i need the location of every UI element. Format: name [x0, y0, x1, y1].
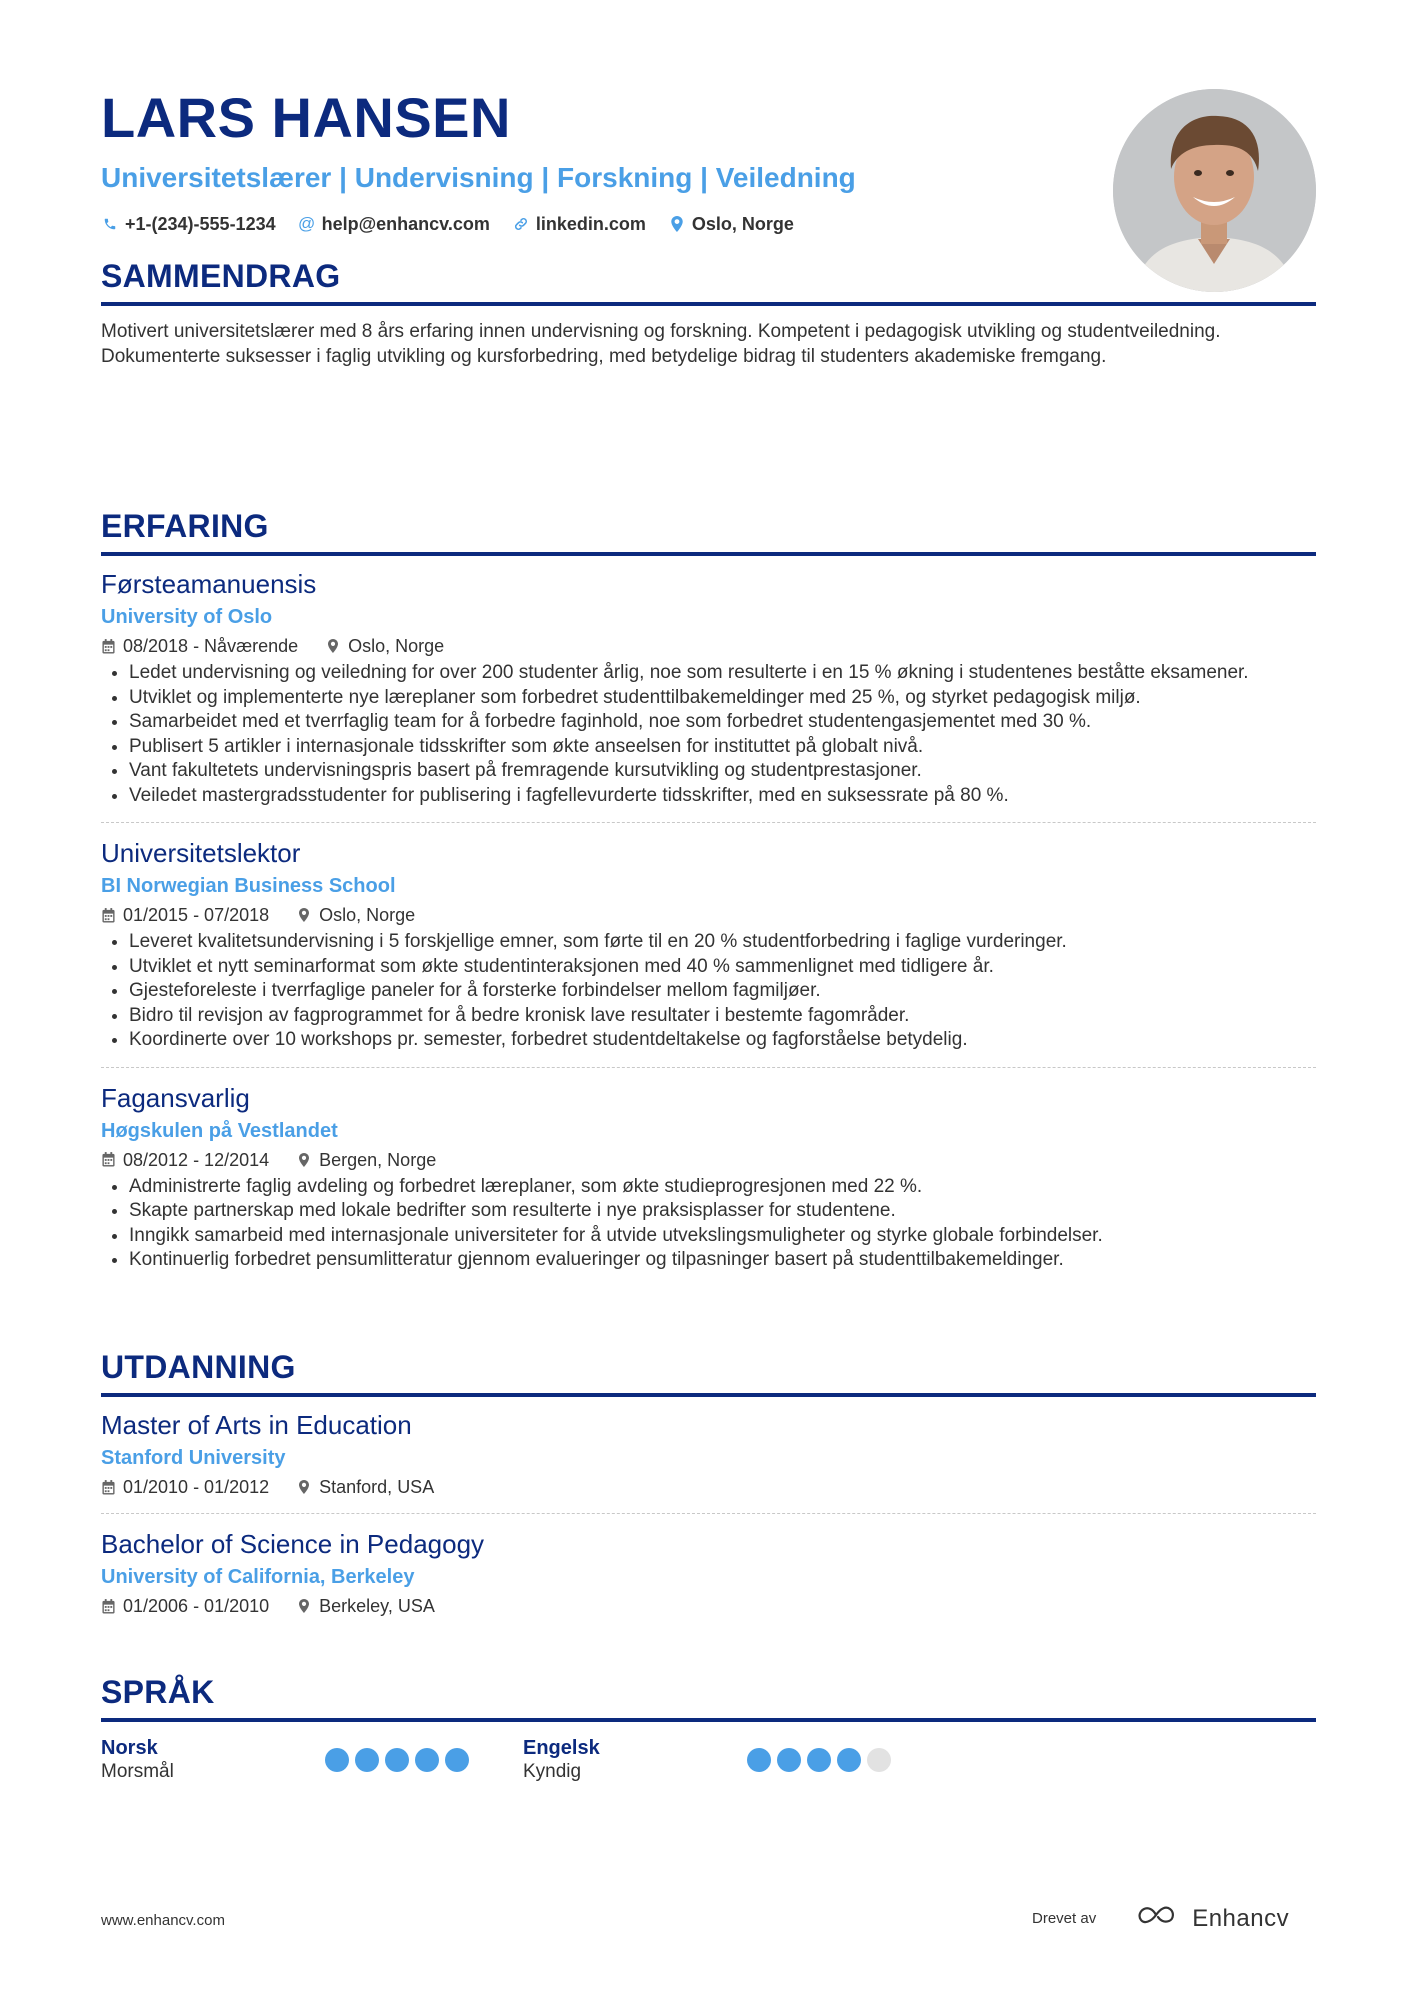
- rating-dot-filled: [415, 1748, 439, 1772]
- contact-linkedin-text: linkedin.com: [535, 214, 646, 234]
- language-rating: [325, 1748, 469, 1772]
- bullet-item: Veiledet mastergradsstudenter for publisering i fagfellevurderte tidsskrifter, med en suksessrate på 80 %.: [101, 784, 1316, 809]
- language-level: Morsmål: [101, 1761, 174, 1782]
- brand-logo[interactable]: [1136, 1904, 1289, 1933]
- bullet-item: Utviklet og implementerte nye læreplaner som forbedret studenttilbakemeldinger med 25 %, og styrket pedagogisk miljø.: [101, 686, 1316, 711]
- bullet-item: Samarbeidet med et tverrfaglig team for å forbedre faginhold, noe som forbedret studentengasjementet med 30 %.: [101, 710, 1316, 735]
- school-name: Stanford University: [101, 1447, 286, 1469]
- section-divider: [101, 552, 1316, 556]
- experience-title: ERFARING: [101, 508, 269, 544]
- school-name: University of California, Berkeley: [101, 1566, 415, 1588]
- contact-location-text: Oslo, Norge: [691, 214, 794, 234]
- summary-text: Motivert universitetslærer med 8 års erfaring innen undervisning og forskning. Kompetent i pedagogisk utvikling og studentveiledning. Dokumenterte suksesser i faglig utvikling og kursforbedring, med betydelige bidrag til studenters akademiske fremgang.: [101, 321, 1221, 367]
- job-dates-text: 08/2018 - Nåværende: [123, 636, 299, 656]
- job-location-text: Oslo, Norge: [348, 636, 445, 656]
- summary-title: SAMMENDRAG: [101, 258, 341, 294]
- contact-email[interactable]: [298, 212, 490, 236]
- education-location-text: Berkeley, USA: [319, 1596, 435, 1616]
- rating-dot-filled: [807, 1748, 831, 1772]
- resume-header: [101, 84, 1101, 236]
- contact-linkedin[interactable]: [512, 212, 646, 236]
- degree-title: Master of Arts in Education: [101, 1410, 412, 1440]
- contact-location: [668, 212, 794, 236]
- rating-dot-filled: [385, 1748, 409, 1772]
- experience-entry: [101, 568, 1316, 808]
- education-meta: [101, 1475, 1316, 1499]
- job-location: [297, 1148, 436, 1172]
- experience-section: [101, 506, 1316, 1273]
- bullet-item: Gjesteforeleste i tverrfaglige paneler for å forsterke forbindelser mellom fagmiljøer.: [101, 979, 1316, 1004]
- degree-title: Bachelor of Science in Pedagogy: [101, 1529, 485, 1559]
- job-dates: [101, 1148, 269, 1172]
- education-dates-text: 01/2010 - 01/2012: [123, 1477, 270, 1497]
- link-icon: [512, 215, 530, 233]
- job-meta: [101, 634, 1316, 658]
- contact-phone[interactable]: [101, 212, 276, 236]
- language-item: [101, 1736, 523, 1796]
- bullet-item: Bidro til revisjon av fagprogrammet for å bedre kronisk lave resultater i bestemte fagområder.: [101, 1004, 1316, 1029]
- bullet-item: Skapte partnerskap med lokale bedrifter som resulterte i nye praksisplasser for studentene.: [101, 1199, 1316, 1224]
- education-dates-text: 01/2006 - 01/2010: [123, 1596, 270, 1616]
- calendar-icon: [101, 1479, 115, 1495]
- rating-dot-empty: [867, 1748, 891, 1772]
- job-bullets: [101, 661, 1316, 808]
- bullet-item: Utviklet et nytt seminarformat som økte studentinteraksjonen med 40 % sammenlignet med tidligere år.: [101, 955, 1316, 980]
- education-title: UTDANNING: [101, 1349, 296, 1385]
- job-location: [297, 903, 415, 927]
- rating-dot-filled: [777, 1748, 801, 1772]
- education-location: [297, 1475, 434, 1499]
- employer: University of Oslo: [101, 606, 273, 628]
- summary-section: [101, 256, 1316, 369]
- bullet-item: Inngikk samarbeid med internasjonale universiteter for å utvide utvekslingsmuligheter og styrke globale forbindelser.: [101, 1224, 1316, 1249]
- section-divider: [101, 1718, 1316, 1722]
- job-location-text: Bergen, Norge: [319, 1149, 437, 1170]
- education-entry: [101, 1409, 1316, 1499]
- phone-icon: [101, 215, 119, 233]
- job-dates-text: 01/2015 - 07/2018: [123, 905, 270, 925]
- education-section: [101, 1347, 1316, 1618]
- job-dates-text: 08/2012 - 12/2014: [123, 1149, 270, 1170]
- job-title: Førsteamanuensis: [101, 569, 317, 599]
- brand-name: Enhancv: [1192, 1904, 1290, 1932]
- location-pin-icon: [297, 1152, 311, 1168]
- language-name: Engelsk: [523, 1737, 600, 1759]
- bullet-item: Leveret kvalitetsundervisning i 5 forskjellige emner, som førte til en 20 % studentforbedring i faglige vurderinger.: [101, 930, 1316, 955]
- location-pin-icon: [326, 638, 340, 654]
- job-dates: [101, 634, 298, 658]
- footer-branding: [1032, 1904, 1289, 1933]
- language-level: Kyndig: [523, 1761, 582, 1782]
- bullet-item: Vant fakultetets undervisningspris basert på fremragende kursutvikling og studentprestasjoner.: [101, 759, 1316, 784]
- calendar-icon: [101, 638, 115, 654]
- education-entry: [101, 1528, 1316, 1618]
- location-pin-icon: [668, 215, 686, 233]
- calendar-icon: [101, 1598, 115, 1614]
- experience-entry: [101, 837, 1316, 1053]
- bullet-item: Administrerte faglig avdeling og forbedret læreplaner, som økte studieprogresjonen med 22 %.: [101, 1175, 1316, 1200]
- language-list: [101, 1736, 1316, 1796]
- contact-bar: [101, 212, 1101, 236]
- experience-entry: [101, 1082, 1316, 1273]
- job-meta: [101, 903, 1316, 927]
- rating-dot-filled: [325, 1748, 349, 1772]
- contact-phone-text: +1-(234)-555-1234: [125, 214, 276, 234]
- job-location-text: Oslo, Norge: [319, 905, 416, 925]
- employer: Høgskulen på Vestlandet: [101, 1119, 338, 1142]
- rating-dot-filled: [837, 1748, 861, 1772]
- section-divider: [101, 1393, 1316, 1397]
- languages-title: SPRÅK: [101, 1674, 215, 1710]
- section-divider: [101, 302, 1316, 306]
- employer: BI Norwegian Business School: [101, 875, 396, 897]
- education-dates: [101, 1475, 269, 1499]
- bullet-item: Kontinuerlig forbedret pensumlitteratur gjennom evalueringer og tilpasninger basert på studenttilbakemeldinger.: [101, 1248, 1316, 1273]
- bullet-item: Ledet undervisning og veiledning for over 200 studenter årlig, noe som resulterte i en 15 % økning i studentenes beståtte eksamener.: [101, 661, 1316, 686]
- bullet-item: Publisert 5 artikler i internasjonale tidsskrifter som økte anseelsen for instituttet på globalt nivå.: [101, 735, 1316, 760]
- language-rating: [747, 1748, 891, 1772]
- job-bullets: [101, 930, 1316, 1053]
- education-location-text: Stanford, USA: [319, 1477, 435, 1497]
- entry-divider: [101, 822, 1316, 823]
- education-location: [297, 1594, 435, 1618]
- language-name: Norsk: [101, 1737, 158, 1759]
- bullet-item: Koordinerte over 10 workshops pr. semester, forbedret studentdeltakelse og fagforståelse betydelig.: [101, 1028, 1316, 1053]
- languages-section: [101, 1672, 1316, 1796]
- footer-website[interactable]: www.enhancv.com: [101, 1912, 225, 1929]
- job-bullets: [101, 1175, 1316, 1273]
- candidate-name: LARS HANSEN: [101, 86, 511, 149]
- education-meta: [101, 1594, 1316, 1618]
- job-dates: [101, 903, 269, 927]
- enhancv-logo-icon: [1136, 1904, 1182, 1933]
- candidate-headline: Universitetslærer | Undervisning | Forskning | Veiledning: [101, 162, 856, 193]
- entry-divider: [101, 1067, 1316, 1068]
- job-title: Fagansvarlig: [101, 1082, 250, 1113]
- location-pin-icon: [297, 907, 311, 923]
- at-icon: @: [297, 214, 316, 233]
- powered-by-label: Drevet av: [1032, 1910, 1097, 1927]
- contact-email-text: help@enhancv.com: [321, 214, 490, 234]
- calendar-icon: [101, 1152, 115, 1168]
- job-title: Universitetslektor: [101, 838, 301, 868]
- calendar-icon: [101, 907, 115, 923]
- rating-dot-filled: [747, 1748, 771, 1772]
- job-location: [326, 634, 444, 658]
- entry-divider: [101, 1513, 1316, 1514]
- job-meta: [101, 1148, 1316, 1172]
- location-pin-icon: [297, 1598, 311, 1614]
- language-item: [523, 1736, 945, 1796]
- rating-dot-filled: [355, 1748, 379, 1772]
- education-dates: [101, 1594, 269, 1618]
- location-pin-icon: [297, 1479, 311, 1495]
- rating-dot-filled: [445, 1748, 469, 1772]
